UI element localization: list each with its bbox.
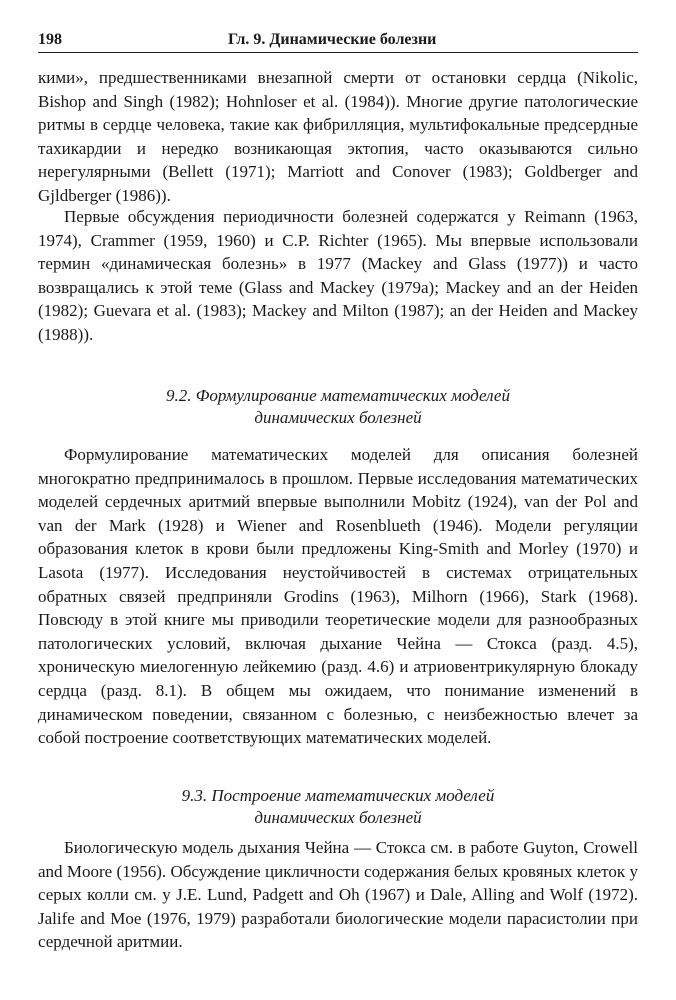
paragraph-2 xyxy=(38,205,638,347)
paragraph-1 xyxy=(38,66,638,208)
paragraph-3 xyxy=(38,443,638,750)
section-9-2-heading xyxy=(38,385,638,429)
paragraph-1-text: кими», предшественниками внезапной смерти от остановки сердца (Nikolic, Bishop and Singh (1982); Hohnloser et al. (1984)). Многие другие патологические ритмы в сердце человека, такие как фибрилляция, мультифокальные предсердные тахикардии и нередко возникающая эктопия, часто оказываются сильно нерегулярными (Bellett (1971); Marriott and Conover (1983); Goldberger and Gjldberger (1986)). xyxy=(38,68,638,205)
section-9-2-title-line-1: 9.2. Формулирование математических моделей xyxy=(166,386,510,405)
section-9-3-heading xyxy=(38,785,638,829)
section-9-3-title-line-2: динамических болезней xyxy=(254,808,422,827)
paragraph-4 xyxy=(38,836,638,954)
paragraph-3-text: Формулирование математических моделей для описания болезней многократно предпринималось в прошлом. Первые исследования математических моделей сердечных аритмий впервые выполнили Mobitz (1924), van der Pol and van der Mark (1928) и Wiener and Rosenblueth (1946). Модели регуляции образования клеток в крови были предложены King-Smith and Morley (1970) и Lasota (1977). Исследования неустойчивостей в системах отрицательных обратных связей предприняли Grodins (1963), Milhorn (1966), Stark (1968). Повсюду в этой книге мы приводили теоретические модели для разнообразных патологических условий, включая дыхание Чейна — Стокса (разд. 4.5), хроническую миелогенную лейкемию (разд. 4.6) и атриовентрикулярную блокаду сердца (разд. 8.1). В общем мы ожидаем, что понимание изменений в динамическом поведении, связанном с болезнью, с неизбежностью влечет за собой построение соответствующих математических моделей. xyxy=(38,445,638,748)
section-9-3-title-line-1: 9.3. Построение математических моделей xyxy=(181,786,495,805)
page-number: 198 xyxy=(38,31,62,48)
section-9-2-title-line-2: динамических болезней xyxy=(254,408,422,427)
running-title: Гл. 9. Динамические болезни xyxy=(228,31,437,48)
running-header xyxy=(38,28,638,53)
paragraph-4-text: Биологическую модель дыхания Чейна — Стокса см. в работе Guyton, Crowell and Moore (1956). Обсуждение цикличности содержания белых кровяных клеток у серых колли см. у J.E. Lund, Padgett and Oh (1967) и Dale, Alling and Wolf (1972). Jalife and Moe (1976, 1979) разработали биологические модели парасистолии при сердечной аритмии. xyxy=(38,838,638,952)
paragraph-2-text: Первые обсуждения периодичности болезней содержатся у Reimann (1963, 1974), Crammer (1959, 1960) и C.P. Richter (1965). Мы впервые использовали термин «динамическая болезнь» в 1977 (Mackey and Glass (1977)) и часто возвращались к этой теме (Glass and Mackey (1979a); Mackey and an der Heiden (1982); Guevara et al. (1983); Mackey and Milton (1987); an der Heiden and Mackey (1988)). xyxy=(38,207,638,344)
